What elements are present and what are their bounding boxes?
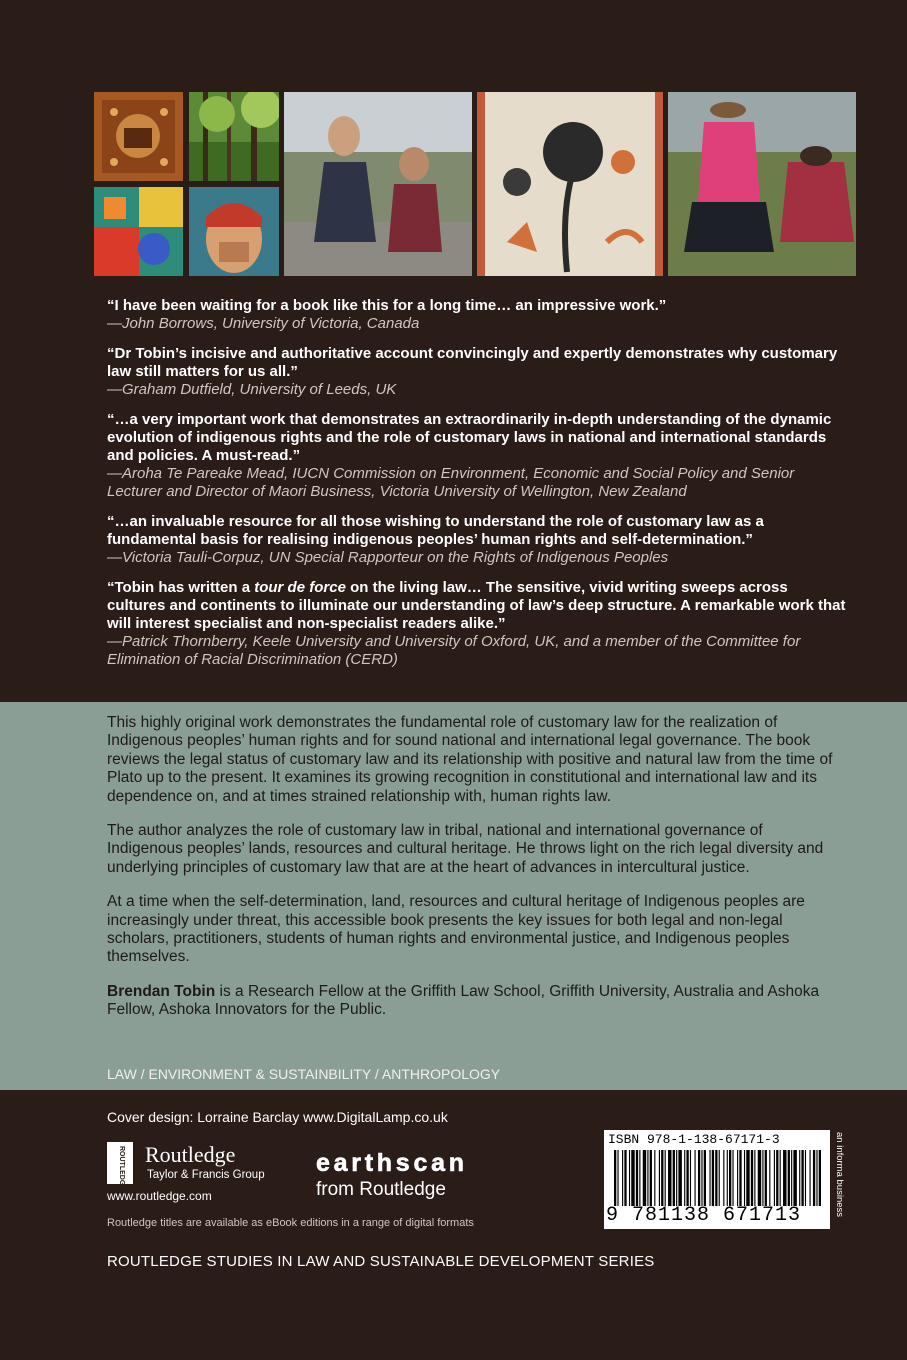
barcode-bar — [631, 1150, 634, 1206]
barcode-bar — [668, 1150, 671, 1206]
barcode-bar — [758, 1150, 761, 1206]
endorsement-attribution: —Graham Dutfield, University of Leeds, UK — [107, 381, 397, 398]
barcode-bar — [676, 1150, 677, 1206]
indigenous-art-image — [94, 92, 183, 181]
routledge-vertical-text: ROUTLEDGE — [118, 1146, 125, 1190]
barcode-bar — [647, 1150, 648, 1206]
author-name: Brendan Tobin — [107, 982, 216, 1000]
barcode-bar — [751, 1150, 753, 1206]
barcode-bar — [704, 1150, 706, 1206]
family-photo-image — [284, 92, 472, 276]
endorsement — [107, 411, 847, 501]
barcode-bar — [709, 1150, 710, 1206]
description-paragraph: At a time when the self-determination, land, resources and cultural heritage of Indigenous peoples are increasingly under threat, this accessible book presents the key issues for both legal and non-legal scholars, practitioners, students of human rights and environmental justice, and Indigenous peoples themselves. — [107, 893, 805, 966]
ebook-note: Routledge titles are available as eBook editions in a range of digital formats — [107, 1217, 474, 1229]
barcode-bar — [654, 1150, 655, 1206]
barcode-bar — [739, 1150, 741, 1206]
barcode-bar — [622, 1150, 623, 1206]
barcode-bar — [744, 1150, 745, 1206]
description-paragraph: This highly original work demonstrates the fundamental role of customary law for the realization of Indigenous peoples’ human rights and for sound national and international legal governance. The book reviews the legal status of customary law and its relationship with positive and natural law from the time of Plato up to the present. It examines its growing recognition in constitutional and international law and its dependence on, and at times strained relationship with, human rights law. — [107, 714, 833, 805]
barcode-bar — [729, 1150, 731, 1206]
barcode-bar — [614, 1150, 616, 1206]
barcode-bar — [805, 1150, 806, 1206]
endorsement-attribution: —Patrick Thornberry, Keele University and University of Oxford, UK, and a member of the Committee for Elimination of Racial Discrimination (CERD) — [107, 633, 801, 668]
portrait-painting-image — [189, 187, 279, 276]
barcode-bar — [780, 1150, 781, 1206]
endorsement — [107, 513, 847, 567]
subject-categories: LAW / ENVIRONMENT & SUSTAINBILITY / ANTHROPOLOGY — [107, 1066, 501, 1082]
barcode-bar — [810, 1150, 811, 1206]
description-paragraph: The author analyzes the role of customary law in tribal, national and international governance of Indigenous peoples’ lands, resources and cultural heritage. He throws light on the rich legal diversity and underlying principles of customary law that are at the heart of advances in intercultural justice. — [107, 822, 824, 876]
barcode-bar — [661, 1150, 663, 1206]
barcode-bar — [769, 1150, 770, 1206]
endorsement-attribution: —John Borrows, University of Victoria, Canada — [107, 315, 420, 332]
barcode-bar — [799, 1150, 800, 1206]
informa-text: an informa business — [834, 1132, 845, 1218]
barcode-bar — [643, 1150, 646, 1206]
book-description — [107, 714, 837, 1036]
author-bio — [107, 983, 837, 1020]
barcode-bar — [665, 1150, 666, 1206]
endorsement — [107, 579, 847, 669]
endorsement-text: “…a very important work that demonstrates an extraordinarily in-depth understanding of the dynamic evolution of indigenous rights and the role of customary laws in national and international standards and policies. A must-read.” — [107, 411, 832, 464]
endorsement — [107, 345, 847, 399]
barcode-bar — [673, 1150, 675, 1206]
endorsement-text-end: on the living law… The sensitive, vivid writing sweeps across cultures and continents to illuminate our understanding of law’s deep structure. A remarkable work that will interest specialist and non-specialist readers alike.” — [107, 579, 846, 632]
barcode-bar — [732, 1150, 733, 1206]
barcode-bar — [636, 1150, 638, 1206]
barcode-bar — [776, 1150, 778, 1206]
barcode-bar — [723, 1150, 724, 1206]
barcode-bar — [783, 1150, 786, 1206]
barcode-bar — [746, 1150, 749, 1206]
isbn-label: ISBN 978-1-138-67171-3 — [608, 1132, 780, 1147]
barcode-bar — [678, 1150, 681, 1206]
barcode-bar — [793, 1150, 796, 1206]
barcode-bar — [695, 1150, 696, 1206]
forest-image — [189, 92, 279, 181]
publisher-group: Taylor & Francis Group — [147, 1169, 265, 1181]
endorsement-attribution: —Victoria Tauli-Corpuz, UN Special Rapporteur on the Rights of Indigenous Peoples — [107, 549, 669, 566]
barcode-bar — [719, 1150, 720, 1206]
imprint-subtitle: from Routledge — [316, 1179, 446, 1200]
barcode-bar — [650, 1150, 652, 1206]
endorsement-text: “I have been waiting for a book like this for a long time… an impressive work.” — [107, 297, 667, 314]
cover-credit: Cover design: Lorraine Barclay www.DigitalLamp.co.uk — [107, 1109, 448, 1125]
endorsement-text-start: “Tobin has written a — [107, 579, 255, 596]
routledge-logo — [107, 1140, 287, 1210]
barcode-bar — [774, 1150, 775, 1206]
barcode-bar — [659, 1150, 660, 1206]
barcode-bar — [684, 1150, 685, 1206]
endorsement-attribution: —Aroha Te Pareake Mead, IUCN Commission on Environment, Economic and Social Policy and Senior Lecturer and Director of Maori Business, Victoria University of Wellington, New Zealand — [107, 465, 795, 500]
endorsements — [107, 297, 847, 681]
barcode-bar — [629, 1150, 630, 1206]
barcode-bar — [617, 1150, 618, 1206]
cover-photo-collage — [94, 92, 856, 276]
barcode-bar — [715, 1150, 717, 1206]
barcode-bar — [698, 1150, 700, 1206]
barcode-bar — [765, 1150, 767, 1206]
endorsement-text-italic: tour de force — [254, 579, 346, 596]
endorsement-text — [107, 579, 847, 633]
publisher-name: Routledge — [145, 1142, 236, 1167]
earthscan-logo — [314, 1147, 470, 1203]
painting-image — [94, 187, 183, 276]
barcode-bar — [712, 1150, 714, 1206]
endorsement-text: “…an invaluable resource for all those wishing to understand the role of customary law as a fundamental basis for realising indigenous peoples’ human rights and self-determination.” — [107, 513, 764, 548]
isbn-barcode — [604, 1130, 830, 1229]
endorsement — [107, 297, 847, 333]
barcode-bar — [819, 1150, 821, 1206]
author-bio-text: is a Research Fellow at the Griffith Law School, Griffith University, Australia and Ashoka Fellow, Ashoka Innovators for the Public. — [107, 982, 820, 1019]
description-band — [0, 702, 907, 1090]
barcode-bar — [690, 1150, 691, 1206]
barcode-bar — [701, 1150, 702, 1206]
barcode-bar — [816, 1150, 817, 1206]
barcode-bar — [686, 1150, 688, 1206]
publisher-url: www.routledge.com — [107, 1189, 212, 1203]
endorsement-text: “Dr Tobin’s incisive and authoritative account convincingly and expertly demonstrates why customary law still matters for us all.” — [107, 345, 838, 380]
barcode-bar — [791, 1150, 792, 1206]
barcode-bar — [639, 1150, 640, 1206]
barcode-bar — [624, 1150, 626, 1206]
barcode-bar — [762, 1150, 763, 1206]
barcode-bar — [801, 1150, 803, 1206]
series-title: ROUTLEDGE STUDIES IN LAW AND SUSTAINABLE DEVELOPMENT SERIES — [107, 1253, 655, 1270]
barcode-bar — [737, 1150, 738, 1206]
isbn-digits: 9 781138 671713 — [606, 1204, 802, 1227]
barcode-bar — [727, 1150, 728, 1206]
barcode-bar — [754, 1150, 755, 1206]
tree-of-life-art-image — [477, 92, 663, 276]
andean-women-photo-image — [668, 92, 856, 276]
barcode-bar — [813, 1150, 815, 1206]
barcode-bar — [788, 1150, 790, 1206]
informa-badge — [833, 1132, 845, 1232]
imprint-name: earthscan — [316, 1149, 464, 1177]
barcode-bars — [614, 1150, 822, 1206]
